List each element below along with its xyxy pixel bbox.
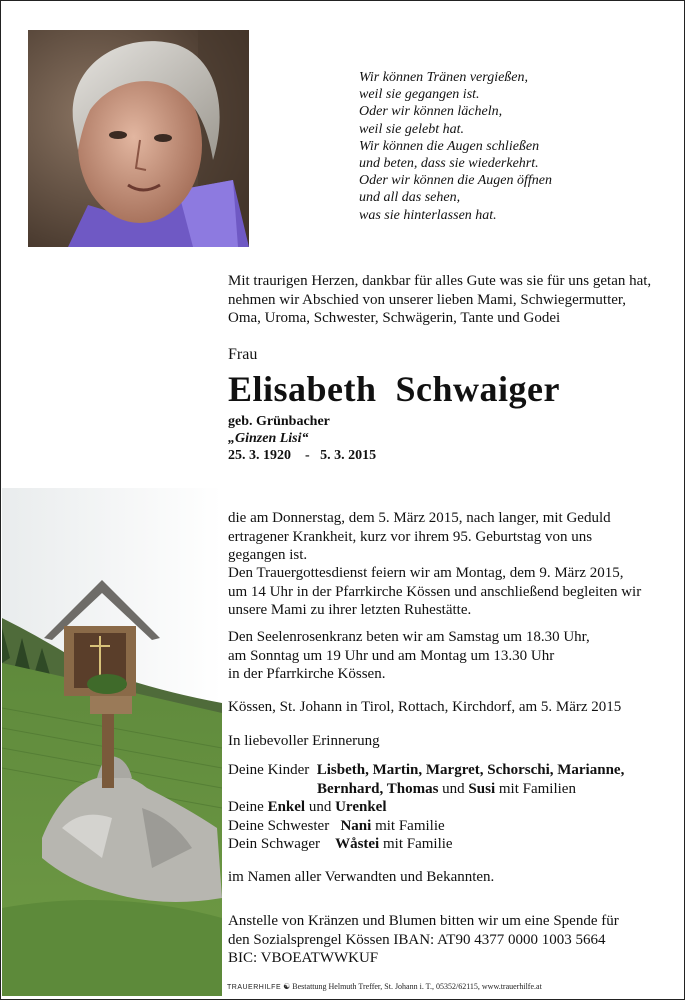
deceased-name: Elisabeth Schwaiger [228, 369, 561, 409]
text-line: Anstelle von Kränzen und Blumen bitten wir um eine Spende für [228, 913, 619, 929]
brother-in-law-row: Dein Schwager Wåstei mit Familie [228, 836, 453, 852]
text-line: Den Trauergottesdienst feiern wir am Montag, dem 9. März 2015, [228, 565, 624, 581]
death-paragraph [228, 509, 668, 565]
poem [359, 69, 659, 224]
rosary-paragraph [228, 628, 668, 684]
intro-line: Oma, Uroma, Schwester, Schwägerin, Tante und Godei [228, 310, 561, 326]
text-line: unsere Mami zu ihrer letzten Ruhestätte. [228, 602, 472, 618]
nickname: „Ginzen Lisi“ [228, 431, 309, 446]
intro-text [228, 272, 668, 328]
children-row: Deine Kinder Lisbeth, Martin, Margret, Schorschi, Marianne, [228, 762, 625, 778]
text-line: BIC: VBOEATWWKUF [228, 950, 379, 966]
donation-notice [228, 912, 668, 968]
grandchildren-row: Deine Enkel und Urenkel [228, 799, 387, 815]
service-paragraph [228, 564, 668, 620]
poem-line: Wir können Tränen vergießen, [359, 70, 529, 85]
text-line: den Sozialsprengel Kössen IBAN: AT90 4377 0000 1003 5664 [228, 931, 606, 948]
text-line: Kössen, St. Johann in Tirol, Rottach, Kirchdorf, am 5. März 2015 [228, 699, 622, 715]
text-line: um 14 Uhr in der Pfarrkirche Kössen und anschließend begleiten wir [228, 583, 642, 600]
children-row-2: Bernhard, Thomas und Susi mit Familien [317, 780, 576, 797]
text-line: in der Pfarrkirche Kössen. [228, 666, 386, 682]
poem-line: weil sie gegangen ist. [359, 87, 480, 103]
poem-line: Oder wir können die Augen öffnen [359, 173, 552, 189]
text-line: gegangen ist. [228, 547, 308, 563]
intro-line: nehmen wir Abschied von unserer lieben Mami, Schwiegermutter, [228, 291, 627, 308]
wayside-shrine-photo [2, 488, 222, 996]
intro-line: Mit traurigen Herzen, dankbar für alles Gute was sie für uns getan hat, [228, 273, 652, 289]
poem-line: was sie hinterlassen hat. [359, 207, 497, 223]
text-line: Den Seelenrosenkranz beten wir am Samstag um 18.30 Uhr, [228, 629, 590, 645]
life-dates: 25. 3. 1920 - 5. 3. 2015 [228, 448, 377, 463]
text-line: am Sonntag um 19 Uhr und am Montag um 13.30 Uhr [228, 647, 555, 664]
footer-text: Bestattung Helmuth Treffer, St. Johann i. T., 05352/62115, www.trauerhilfe.at [292, 982, 542, 991]
children-names: Lisbeth, Martin, Margret, Schorschi, Marianne, [316, 762, 625, 778]
sister-row: Deine Schwester Nani mit Familie [228, 817, 445, 834]
poem-line: Wir können die Augen schließen [359, 138, 540, 154]
deceased-details [228, 413, 376, 464]
poem-line: und all das sehen, [359, 190, 461, 206]
trauerhilfe-logo-icon: ☯ [283, 982, 291, 991]
text-line: die am Donnerstag, dem 5. März 2015, nach langer, mit Geduld [228, 510, 611, 526]
closing-line: im Namen aller Verwandten und Bekannten. [228, 868, 495, 885]
poem-line: Oder wir können lächeln, [359, 104, 503, 120]
poem-line: weil sie gelebt hat. [359, 121, 464, 137]
poem-line: und beten, dass sie wiederkehrt. [359, 156, 539, 172]
birth-name: geb. Grünbacher [228, 414, 330, 429]
place-date [228, 698, 668, 717]
footer-brand: TRAUERHILFE [227, 984, 282, 991]
portrait-photo [28, 30, 249, 247]
salutation: Frau [228, 346, 258, 363]
remembrance-heading: In liebevoller Erinnerung [228, 733, 380, 749]
survivors-list [228, 761, 668, 886]
text-line: ertragener Krankheit, kurz vor ihrem 95. Geburtstag von uns [228, 528, 593, 545]
footer [227, 982, 542, 991]
